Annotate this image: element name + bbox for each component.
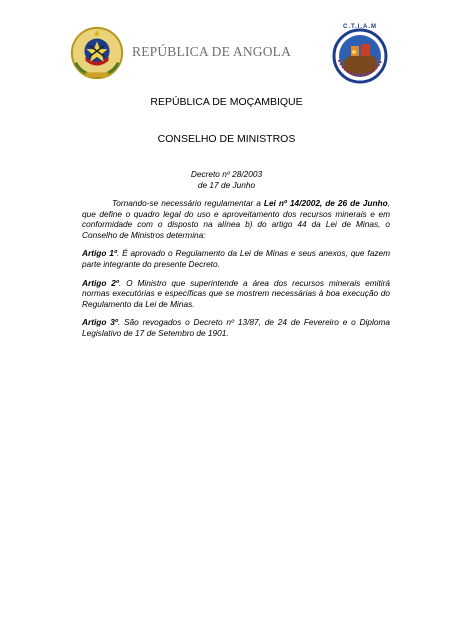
law-reference: Lei nº 14/2002, de 26 de Junho <box>263 198 388 208</box>
intro-rest: , que define o quadro legal do uso e aproveitamento dos recursos minerais e em conformidade com o disposto na alínea b) do artigo 44 da Lei de Minas, o Conselho de Ministros determina: <box>82 198 390 240</box>
article-3-label: Artigo 3º <box>82 317 118 328</box>
angola-coat-of-arms-icon <box>68 24 126 82</box>
article-2-text: . O Ministro que superintende a área dos recursos minerais emitirá normas executórias e específicas que se mostrem necessárias à boa execução do Regulamento da Lei de Minas. <box>82 277 390 309</box>
article-3 <box>82 317 390 338</box>
decree-number: Decreto nº 28/2003 <box>190 169 263 179</box>
council-title: CONSELHO DE MINISTROS <box>157 133 296 145</box>
ctiam-logo <box>329 22 391 86</box>
article-2 <box>82 278 390 310</box>
article-1-text: . É aprovado o Regulamento da Lei de Minas e seus anexos, que fazem parte integrante do presente Decreto. <box>82 248 391 269</box>
angola-header-text: REPÚBLICA DE ANGOLA <box>132 44 292 59</box>
decree-body <box>82 198 390 347</box>
republic-title: REPÚBLICA DE MOÇAMBIQUE <box>150 96 303 108</box>
decree-date: de 17 de Junho <box>197 180 256 190</box>
intro-paragraph <box>82 198 390 240</box>
ctiam-logo-text: C.T.I.A.M <box>343 24 377 30</box>
ctiam-emblem-icon <box>329 22 391 86</box>
article-3-text: . São revogados o Decreto nº 13/87, de 24 de Fevereiro e o Diploma Legislativo de 17 de Setembro de 1901. <box>82 317 390 338</box>
decree-heading <box>0 169 453 191</box>
intro-lead: Tornando-se necessário regulamentar a <box>112 198 264 208</box>
article-1 <box>82 248 390 269</box>
article-1-label: Artigo 1º <box>82 248 117 259</box>
page-header <box>62 22 391 86</box>
article-2-label: Artigo 2º <box>82 277 119 288</box>
